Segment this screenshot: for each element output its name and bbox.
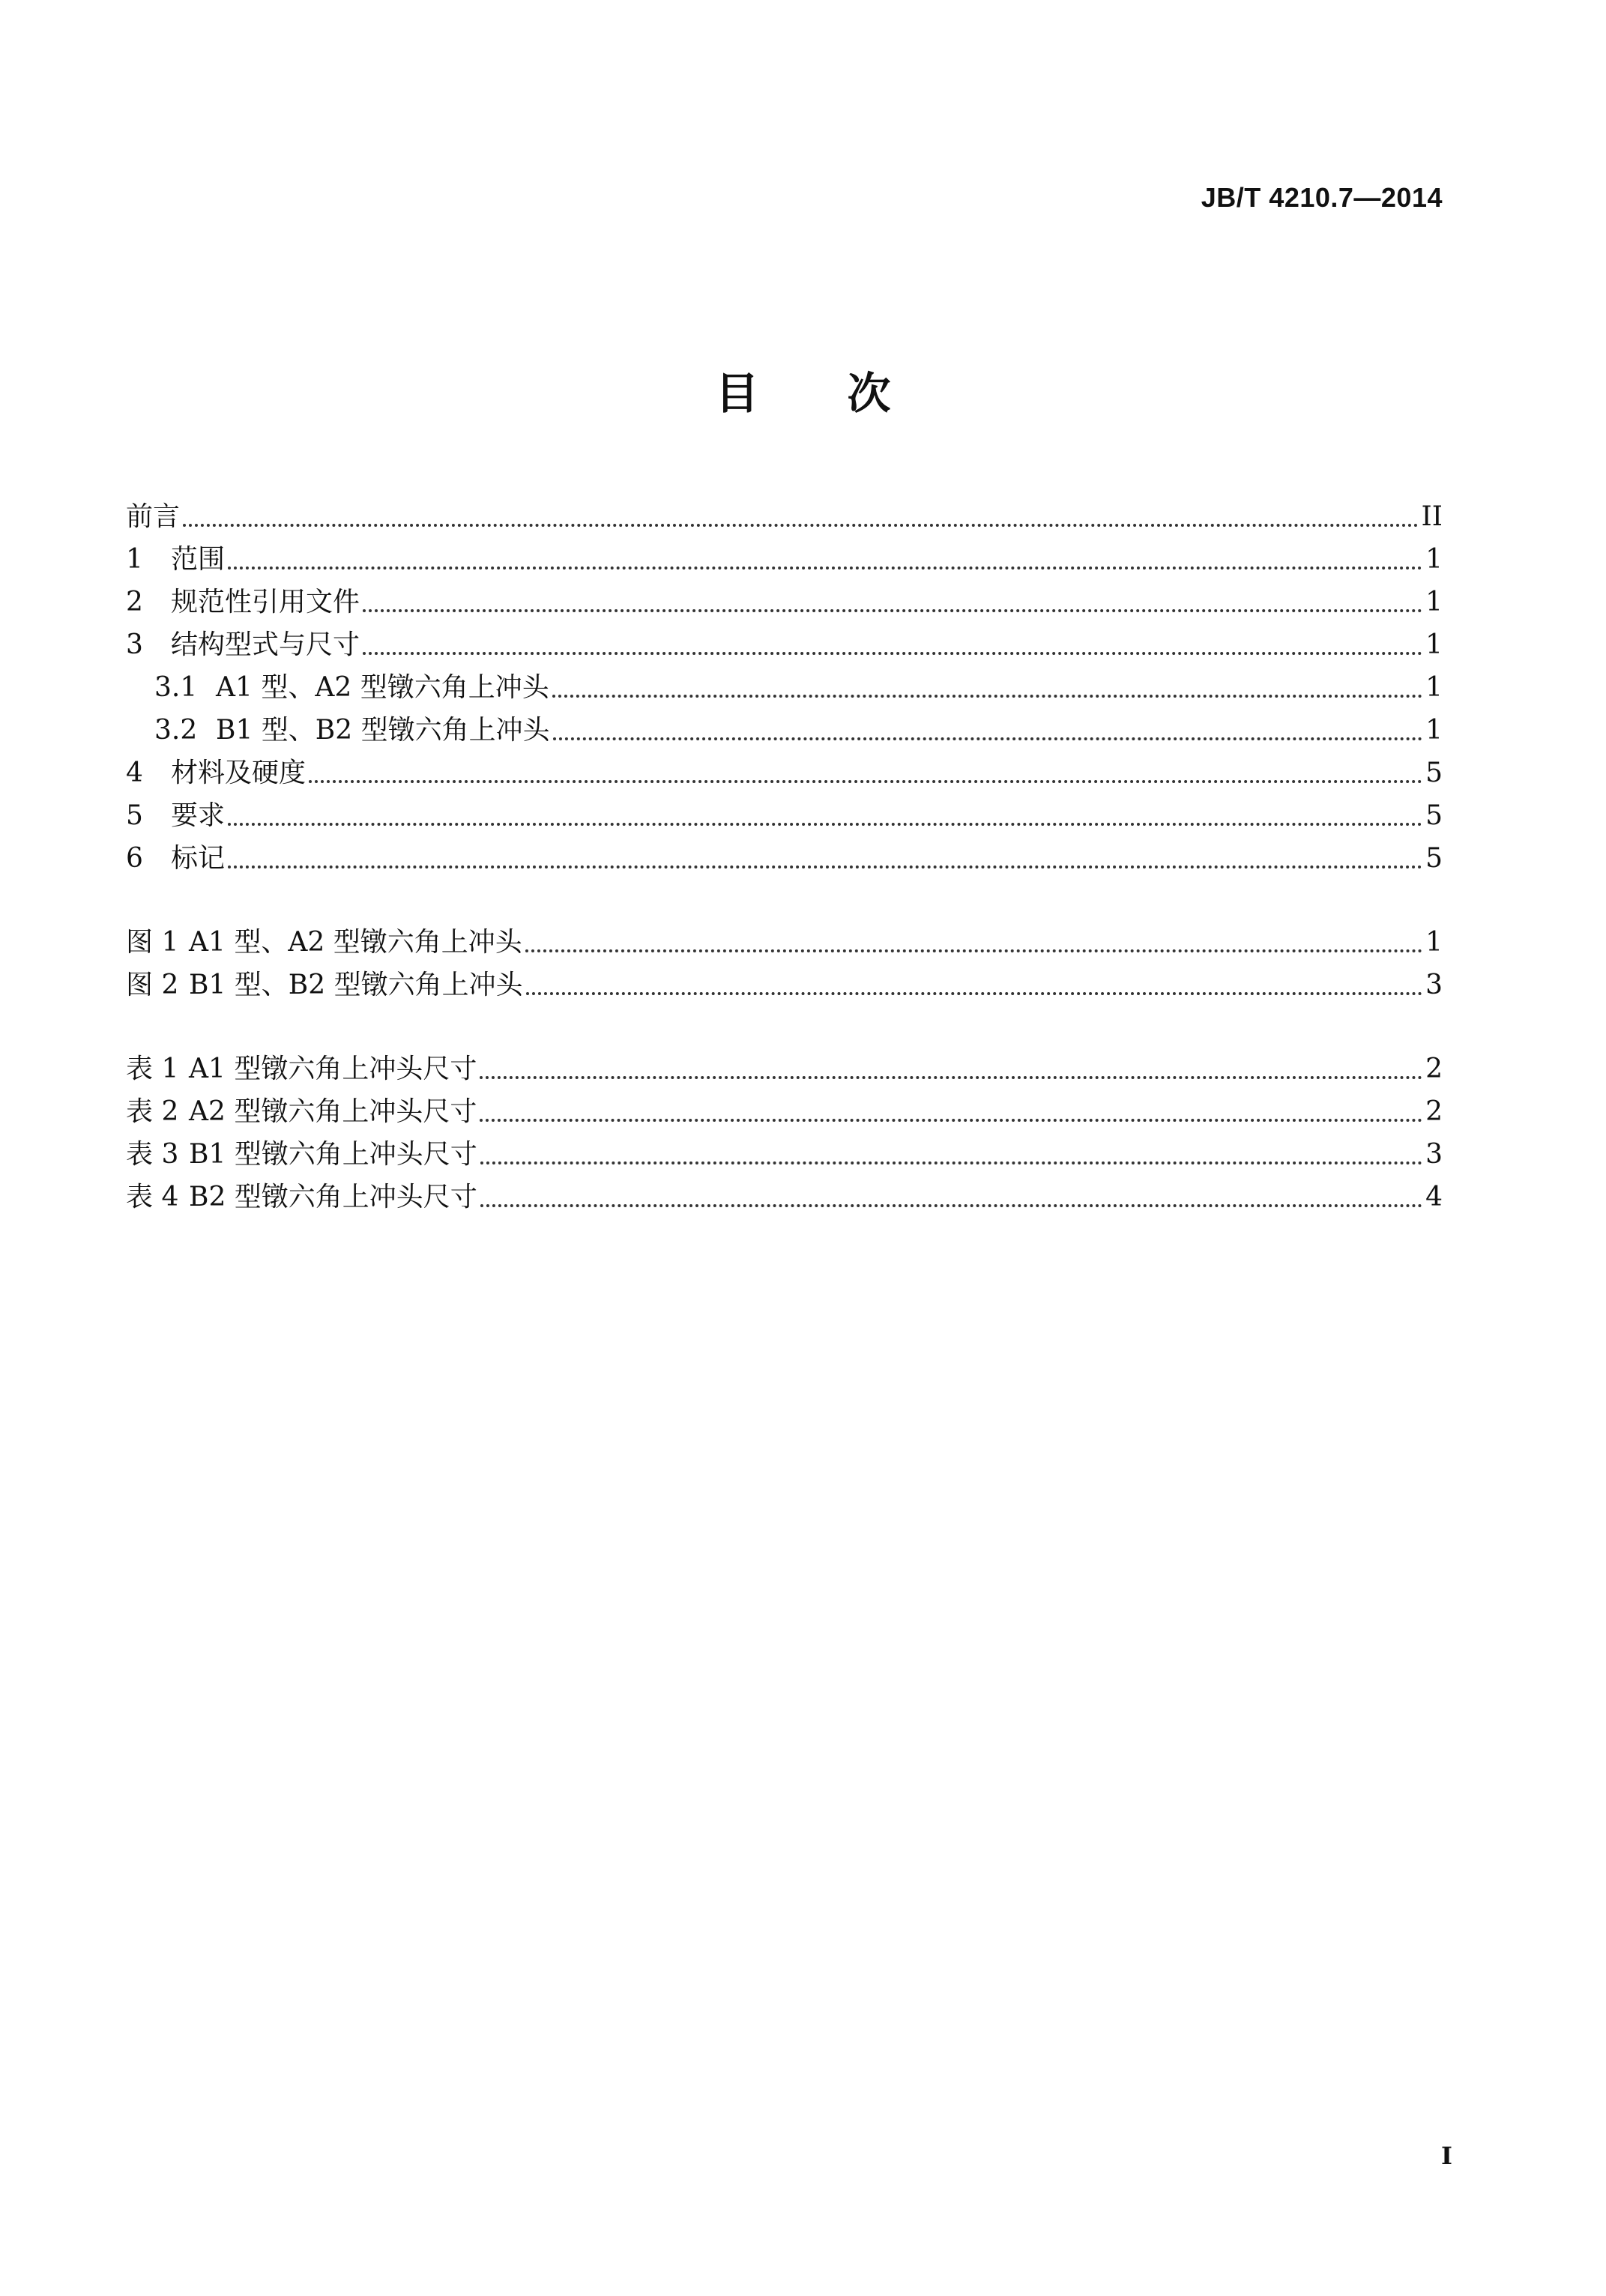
toc-entry-5[interactable] <box>126 791 1443 833</box>
figure-entry-page: 1 <box>1425 927 1443 958</box>
dot-leader <box>480 1204 1422 1207</box>
table-entry-number: 表 2 <box>126 1096 179 1127</box>
table-entry-page: 2 <box>1425 1096 1443 1127</box>
toc-entry-page: 1 <box>1425 544 1443 575</box>
dot-leader <box>228 567 1422 570</box>
dot-leader <box>480 1161 1422 1164</box>
figure-entry-1[interactable] <box>126 917 1443 959</box>
figure-entry-2[interactable] <box>126 960 1443 1002</box>
toc-entry-text: 范围 <box>171 544 226 575</box>
table-entry-2[interactable] <box>126 1087 1443 1129</box>
table-entry-page: 4 <box>1425 1182 1443 1212</box>
table-entry-4[interactable] <box>126 1172 1443 1214</box>
dot-leader <box>309 780 1422 783</box>
toc-entry-page: 1 <box>1425 587 1443 617</box>
table-entry-text: B1 型镦六角上冲头尺寸 <box>189 1139 477 1170</box>
table-entry-number: 表 4 <box>126 1182 179 1212</box>
toc-entry-number: 3.1 <box>154 672 198 703</box>
toc-entry-number: 2 <box>126 587 143 617</box>
dot-leader <box>480 1119 1422 1122</box>
dot-leader <box>228 823 1422 826</box>
toc-entry-text: 标记 <box>171 843 226 874</box>
dot-leader <box>480 1076 1422 1079</box>
table-entry-text: A1 型镦六角上冲头尺寸 <box>189 1054 477 1084</box>
toc-entry-number: 3.2 <box>154 715 198 746</box>
table-entry-number: 表 3 <box>126 1139 179 1170</box>
table-entry-1[interactable] <box>126 1044 1443 1086</box>
toc-entry-page: 5 <box>1425 758 1443 788</box>
table-entry-text: B2 型镦六角上冲头尺寸 <box>189 1182 477 1212</box>
toc-entry-text: 要求 <box>171 800 226 831</box>
dot-leader <box>552 695 1422 698</box>
toc-entry-text: 材料及硬度 <box>171 758 307 788</box>
dot-leader <box>526 992 1422 995</box>
page-number: I <box>1441 2142 1452 2170</box>
figure-entry-number: 图 2 <box>126 970 179 1000</box>
toc-entry-4[interactable] <box>126 748 1443 790</box>
dot-leader <box>363 609 1422 612</box>
toc-entry-foreword[interactable] <box>126 492 1443 534</box>
toc-entry-page: 1 <box>1425 672 1443 703</box>
figure-entry-page: 3 <box>1425 970 1443 1000</box>
dot-leader <box>525 949 1422 952</box>
toc-entry-page: 5 <box>1425 843 1443 874</box>
table-entry-number: 表 1 <box>126 1054 179 1084</box>
table-entry-page: 2 <box>1425 1054 1443 1084</box>
toc-entry-1[interactable] <box>126 534 1443 576</box>
toc-entry-3[interactable] <box>126 620 1443 662</box>
figure-entry-number: 图 1 <box>126 927 179 958</box>
toc-entry-number: 4 <box>126 758 143 788</box>
toc-entry-3-2[interactable] <box>126 705 1443 747</box>
figure-entry-text: B1 型、B2 型镦六角上冲头 <box>189 970 523 1000</box>
toc-entry-page: 5 <box>1425 800 1443 831</box>
page-title: 目次 <box>715 368 979 419</box>
toc-entry-number: 3 <box>126 629 143 660</box>
toc-entry-6[interactable] <box>126 833 1443 875</box>
toc-entry-text: 结构型式与尺寸 <box>171 629 360 660</box>
table-entry-text: A2 型镦六角上冲头尺寸 <box>189 1096 477 1127</box>
toc-entry-text: B1 型、B2 型镦六角上冲头 <box>216 715 550 746</box>
toc-entry-number: 1 <box>126 544 143 575</box>
toc-entry-page: 1 <box>1425 715 1443 746</box>
table-entry-page: 3 <box>1425 1139 1443 1170</box>
dot-leader <box>553 737 1422 740</box>
figure-entry-text: A1 型、A2 型镦六角上冲头 <box>189 927 522 958</box>
toc-entry-2[interactable] <box>126 577 1443 619</box>
toc-entry-text: 前言 <box>126 501 181 532</box>
standard-code: JB/T 4210.7—2014 <box>1201 182 1443 213</box>
dot-leader <box>183 524 1419 527</box>
toc-entry-number: 5 <box>126 800 143 831</box>
toc-entry-text: 规范性引用文件 <box>171 587 360 617</box>
toc-entry-number: 6 <box>126 843 143 874</box>
toc-entry-3-1[interactable] <box>126 662 1443 704</box>
toc-entry-text: A1 型、A2 型镦六角上冲头 <box>216 672 549 703</box>
table-entry-3[interactable] <box>126 1129 1443 1171</box>
dot-leader <box>363 652 1422 655</box>
toc-entry-page: 1 <box>1425 629 1443 660</box>
toc-entry-page: II <box>1421 501 1443 532</box>
dot-leader <box>228 865 1422 868</box>
